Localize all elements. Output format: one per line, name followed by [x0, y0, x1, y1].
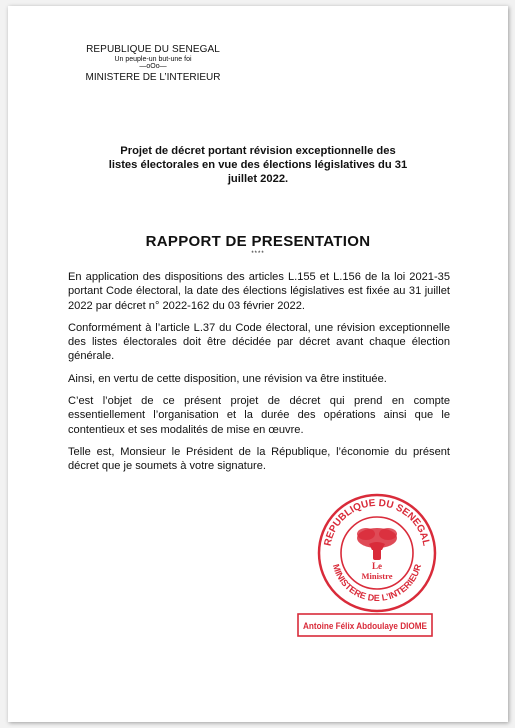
- seal-center-line1: Le: [372, 561, 382, 571]
- signatory-block: [296, 610, 436, 640]
- heading-ornament: ****: [251, 251, 265, 257]
- national-motto: Un peuple-un but-une foi: [114, 56, 192, 63]
- paragraph: Ainsi, en vertu de cette disposition, une révision va être instituée.: [68, 372, 387, 385]
- signatory-name: Antoine Félix Abdoulaye DIOME: [303, 621, 427, 631]
- paragraph: Conformément à l’article L.37 du Code électoral, une révision exceptionnelle des listes électorales doit être décidée par décret avant chaque élection générale.: [68, 321, 450, 363]
- paragraph: Telle est, Monsieur le Président de la République, l’économie du présent décret que je soumets à votre signature.: [68, 445, 450, 473]
- paragraph: C’est l’objet de ce présent projet de décret qui prend en compte essentiellement l’organisation et la durée des opérations ainsi que le contentieux et ses modalités de mise en œuvre.: [68, 395, 450, 436]
- ministry-name: MINISTERE DE L’INTERIEUR: [85, 72, 221, 83]
- paragraph: En application des dispositions des articles L.155 et L.156 de la loi 2021-35 portant Code électoral, la date des élections législatives est fixée au 31 juillet 2022 par décret n° 2022-162 du 03 février 2022.: [68, 271, 450, 312]
- report-heading: RAPPORT DE PRESENTATION: [145, 233, 371, 250]
- decree-title: Projet de décret portant révision exceptionnelle des listes électorales en vue des élections législatives du 31 juillet 2022.: [108, 145, 408, 185]
- official-seal: [316, 492, 438, 614]
- header-separator: —oOo—: [139, 63, 167, 70]
- letterhead: [68, 44, 238, 83]
- report-body: [68, 270, 450, 482]
- document-page: [8, 6, 508, 722]
- signatory-stamp: [296, 610, 436, 640]
- republic-name: REPUBLIQUE DU SENEGAL: [86, 44, 220, 55]
- seal-top-text: REPUBLIQUE DU SENEGAL: [322, 497, 432, 547]
- seal-bottom-text: MINISTERE DE L’INTERIEUR: [330, 562, 424, 604]
- baobab-icon: [357, 528, 397, 560]
- seal-graphic: [316, 492, 438, 614]
- seal-center-line2: Ministre: [361, 571, 393, 581]
